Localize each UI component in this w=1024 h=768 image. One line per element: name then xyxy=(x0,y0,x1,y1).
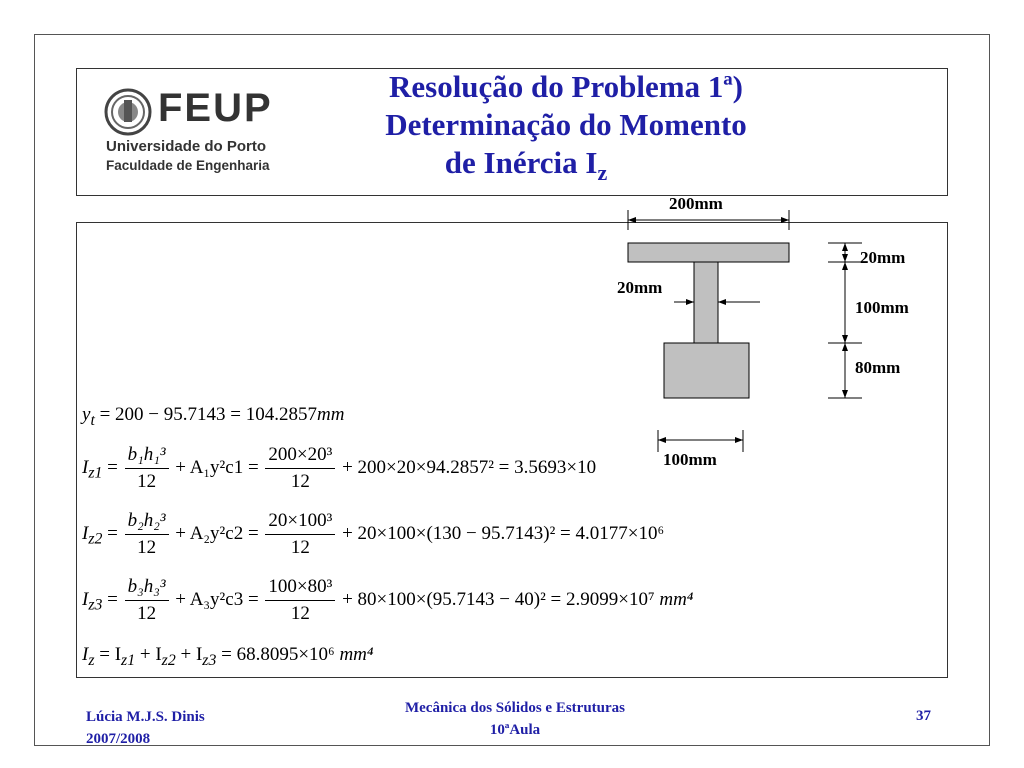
footer-page-number: 37 xyxy=(916,708,931,724)
equation-iz3: $I_{z3}$ = $\frac{\text{b₃h₃³}}{12}$ + A₃y²c3 = $\frac{\text{100×80³}}{12}$ + 80×100×(95.7143 − 40)² = 2.9099×10⁷ mm⁴ xyxy=(82,576,694,624)
logo-line-2: Faculdade de Engenharia xyxy=(106,158,270,173)
dim-web-thickness: 20mm xyxy=(617,278,663,297)
equation-iz1: $I_{z1}$ = $\frac{\text{b₁h₁³}}{12}$ + A₁y²c1 = $\frac{\text{200×20³}}{12}$ + 200×20×94.2857² = 3.5693×10 xyxy=(82,444,597,492)
dim-bottom-height: 80mm xyxy=(855,358,901,377)
top-flange xyxy=(628,243,789,262)
logo-wordmark: FEUP xyxy=(158,86,273,130)
dim-flange-thickness: 20mm xyxy=(860,248,906,267)
equation-yt: $y_t = 200 - 95.7143 = 104.2857mm$ xyxy=(82,404,345,429)
dim-web-height: 100mm xyxy=(855,298,909,317)
title-line-1: Resolução do Problema 1ª) xyxy=(388,69,743,104)
university-seal-icon xyxy=(102,88,154,136)
cross-section-diagram xyxy=(580,190,960,480)
feup-logo xyxy=(100,88,310,180)
bottom-block xyxy=(664,343,749,398)
slide-title xyxy=(316,68,816,192)
title-line-3: de Inércia $I_z$ xyxy=(444,145,608,186)
equation-iz-total: $I_z = I_{z1} + I_{z2} + I_{z3} = 68.8095\times 10^6$ mm⁴ xyxy=(82,644,374,669)
logo-line-1: Universidade do Porto xyxy=(106,138,267,155)
cross-section-drawing xyxy=(580,190,960,480)
equation-iz2: $I_{z2}$ = $\frac{\text{b₂h₂³}}{12}$ + A₂y²c2 = $\frac{\text{20×100³}}{12}$ + 20×100×(130 − 95.7143)² = 4.0177×10⁶ xyxy=(82,510,665,558)
footer-lesson: 10ªAula xyxy=(489,722,541,738)
footer-author: Lúcia M.J.S. Dinis xyxy=(86,709,205,725)
title-line-2: Determinação do Momento xyxy=(385,107,747,142)
dim-bottom-width: 100mm xyxy=(663,450,717,469)
dim-width-top: 200mm xyxy=(669,194,723,213)
footer-year: 2007/2008 xyxy=(86,731,151,747)
web xyxy=(694,262,718,343)
footer-course: Mecânica dos Sólidos e Estruturas xyxy=(404,700,625,716)
